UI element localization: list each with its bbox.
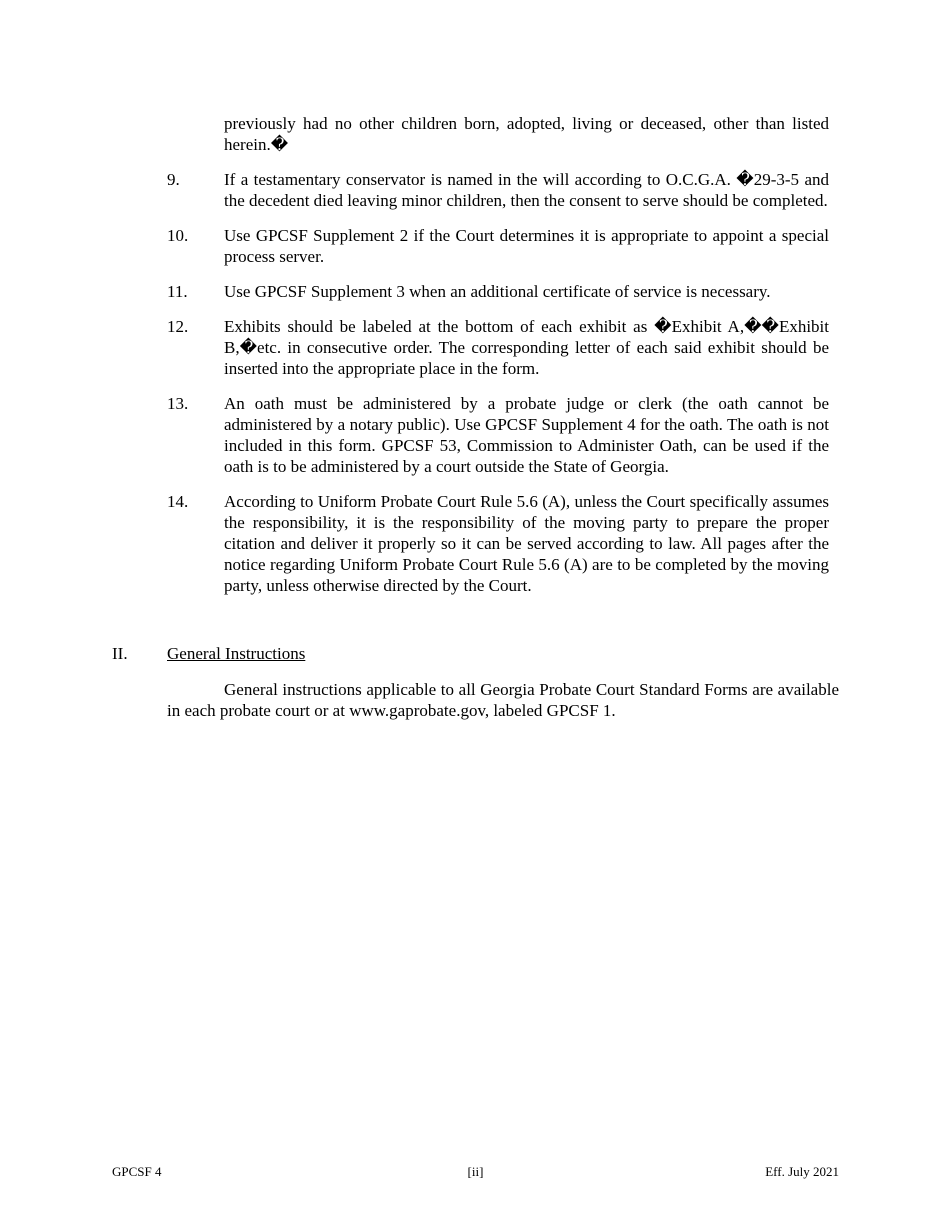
general-instructions-section <box>112 643 839 721</box>
section-heading <box>112 643 839 664</box>
list-item <box>167 169 829 211</box>
page-number: [ii] <box>467 1164 484 1179</box>
item-number: 9. <box>167 170 180 189</box>
section-body: General instructions applicable to all Georgia Probate Court Standard Forms are available in each probate court or at www.gaprobate.gov, labeled GPCSF 1. <box>167 680 839 720</box>
item-text: Use GPCSF Supplement 2 if the Court determines it is appropriate to appoint a special process server. <box>224 226 829 266</box>
list-item <box>167 281 829 302</box>
item-number: 12. <box>167 317 189 336</box>
section-title: General Instructions <box>167 644 306 663</box>
effective-date: Eff. July 2021 <box>765 1164 839 1179</box>
item-text: Use GPCSF Supplement 3 when an additional certificate of service is necessary. <box>224 282 771 301</box>
form-id: GPCSF 4 <box>112 1164 162 1179</box>
item-text: An oath must be administered by a probate judge or clerk (the oath cannot be administered by a notary public). Use GPCSF Supplement 4 for the oath. The oath is not included in this form. GPCSF 53, Commission to Administer Oath, can be used if the oath is to be administered by a court outside the State of Georgia. <box>224 394 829 476</box>
item-number: 10. <box>167 226 189 245</box>
item-text: According to Uniform Probate Court Rule 5.6 (A), unless the Court specifically assumes the responsibility, it is the responsibility of the moving party to prepare the proper citation and deliver it properly so it can be served according to law. All pages after the notice regarding Uniform Probate Court Rule 5.6 (A) are to be completed by the moving party, unless otherwise directed by the Court. <box>224 492 829 595</box>
list-item <box>167 316 829 379</box>
item-number: 14. <box>167 492 189 511</box>
continuation-paragraph: previously had no other children born, adopted, living or deceased, other than listed herein.� <box>224 114 829 154</box>
item-number: 11. <box>167 282 188 301</box>
section-number: II. <box>112 644 128 663</box>
list-item <box>167 491 829 596</box>
list-item <box>167 393 829 477</box>
instruction-list <box>167 169 829 610</box>
item-number: 13. <box>167 394 189 413</box>
item-text: Exhibits should be labeled at the bottom of each exhibit as �Exhibit A,��Exhibit B,�etc. in consecutive order. The corresponding letter of each said exhibit should be inserted into the appropriate place in the form. <box>224 317 829 378</box>
item-text: If a testamentary conservator is named in the will according to O.C.G.A. �29-3-5 and the decedent died leaving minor children, then the consent to serve should be completed. <box>224 170 829 210</box>
list-item <box>167 225 829 267</box>
